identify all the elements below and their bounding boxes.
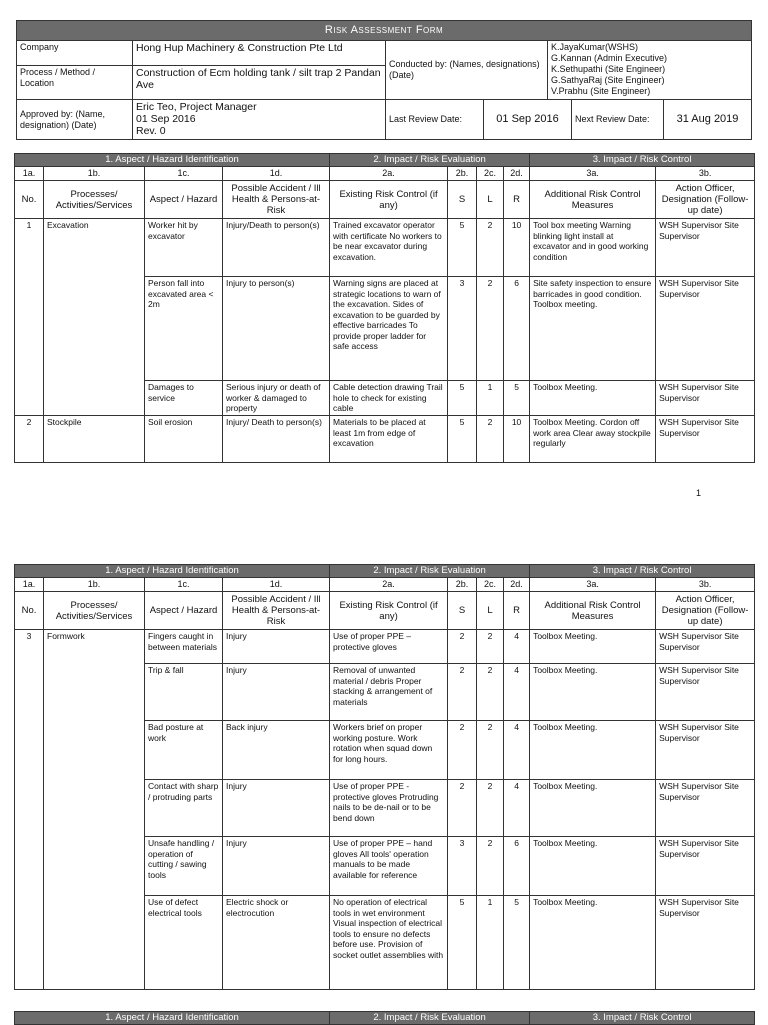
accident-cell: Injury to person(s) <box>223 277 330 381</box>
severity-cell: 5 <box>448 896 477 990</box>
column-code: 2b. <box>448 578 477 592</box>
table-row <box>15 416 755 463</box>
last-review-label: Last Review Date: <box>386 100 484 140</box>
risk-table-page-3-header <box>14 1011 755 1025</box>
group-header-control: 3. Impact / Risk Control <box>530 1012 755 1025</box>
column-header: Action Officer, Designation (Follow-up date) <box>656 592 755 630</box>
next-review-label: Next Review Date: <box>572 100 664 140</box>
accident-cell: Injury <box>223 664 330 721</box>
risk-cell: 6 <box>504 277 530 381</box>
column-code: 1c. <box>145 578 223 592</box>
additional-control-cell: Toolbox Meeting. <box>530 837 656 896</box>
risk-cell: 4 <box>504 664 530 721</box>
row-number: 1 <box>15 219 44 416</box>
column-code: 3a. <box>530 578 656 592</box>
column-header: Additional Risk Control Measures <box>530 181 656 219</box>
column-header: No. <box>15 592 44 630</box>
column-header: No. <box>15 181 44 219</box>
column-code: 1a. <box>15 167 44 181</box>
column-code: 1b. <box>44 578 145 592</box>
additional-control-cell: Toolbox Meeting. Cordon off work area Clear away stockpile regularly <box>530 416 656 463</box>
column-header: Existing Risk Control (if any) <box>330 592 448 630</box>
action-officer-cell: WSH Supervisor Site Supervisor <box>656 721 755 780</box>
row-number: 3 <box>15 630 44 990</box>
action-officer-cell: WSH Supervisor Site Supervisor <box>656 416 755 463</box>
approved-by-label: Approved by: (Name, designation) (Date) <box>17 100 133 140</box>
likelihood-cell: 2 <box>477 664 504 721</box>
column-header: L <box>477 181 504 219</box>
conducted-by-name: K.Sethupathi (Site Engineer) <box>551 64 666 74</box>
column-code: 2a. <box>330 578 448 592</box>
severity-cell: 5 <box>448 381 477 416</box>
column-header: L <box>477 592 504 630</box>
conducted-by-name: G.SathyaRaj (Site Engineer) <box>551 75 665 85</box>
accident-cell: Back injury <box>223 721 330 780</box>
likelihood-cell: 2 <box>477 630 504 664</box>
severity-cell: 2 <box>448 630 477 664</box>
severity-cell: 3 <box>448 837 477 896</box>
action-officer-cell: WSH Supervisor Site Supervisor <box>656 219 755 277</box>
column-code: 1c. <box>145 167 223 181</box>
risk-cell: 5 <box>504 381 530 416</box>
risk-table-page-1 <box>14 153 755 463</box>
column-code: 1b. <box>44 167 145 181</box>
group-header-evaluation: 2. Impact / Risk Evaluation <box>330 565 530 578</box>
group-header-hazard: 1. Aspect / Hazard Identification <box>15 565 330 578</box>
existing-control-cell: Use of proper PPE – protective gloves <box>330 630 448 664</box>
likelihood-cell: 2 <box>477 277 504 381</box>
column-code: 3b. <box>656 167 755 181</box>
group-header-control: 3. Impact / Risk Control <box>530 565 755 578</box>
risk-cell: 6 <box>504 837 530 896</box>
likelihood-cell: 2 <box>477 416 504 463</box>
column-header: Additional Risk Control Measures <box>530 592 656 630</box>
existing-control-cell: Removal of unwanted material / debris Proper stacking & arrangement of materials <box>330 664 448 721</box>
additional-control-cell: Toolbox Meeting. <box>530 630 656 664</box>
process-cell: Formwork <box>44 630 145 990</box>
column-code: 2c. <box>477 578 504 592</box>
form-title: Risk Assessment Form <box>17 21 752 41</box>
existing-control-cell: Trained excavator operator with certificate No workers to be near excavator during excavation. <box>330 219 448 277</box>
company-value: Hong Hup Machinery & Construction Pte Ltd <box>133 41 386 66</box>
group-header-hazard: 1. Aspect / Hazard Identification <box>15 1012 330 1025</box>
severity-cell: 5 <box>448 416 477 463</box>
hazard-cell: Person fall into excavated area < 2m <box>145 277 223 381</box>
accident-cell: Injury <box>223 837 330 896</box>
column-code: 3a. <box>530 167 656 181</box>
likelihood-cell: 2 <box>477 721 504 780</box>
column-header: Aspect / Hazard <box>145 592 223 630</box>
column-header: Action Officer, Designation (Follow-up date) <box>656 181 755 219</box>
approved-by-value <box>133 100 386 140</box>
group-header-evaluation: 2. Impact / Risk Evaluation <box>330 1012 530 1025</box>
likelihood-cell: 1 <box>477 381 504 416</box>
additional-control-cell: Toolbox Meeting. <box>530 780 656 837</box>
severity-cell: 2 <box>448 721 477 780</box>
accident-cell: Injury <box>223 780 330 837</box>
severity-cell: 5 <box>448 219 477 277</box>
row-number: 2 <box>15 416 44 463</box>
likelihood-cell: 2 <box>477 219 504 277</box>
column-code: 2d. <box>504 167 530 181</box>
page-number: 1 <box>696 488 702 498</box>
risk-table-page-2 <box>14 564 755 990</box>
column-code: 3b. <box>656 578 755 592</box>
likelihood-cell: 2 <box>477 837 504 896</box>
process-cell: Stockpile <box>44 416 145 463</box>
risk-cell: 4 <box>504 721 530 780</box>
approved-by-line: Eric Teo, Project Manager <box>136 101 257 113</box>
column-header: Possible Accident / Ill Health & Persons-at-Risk <box>223 592 330 630</box>
column-header: S <box>448 592 477 630</box>
additional-control-cell: Tool box meeting Warning blinking light install at excavator and in good working condition <box>530 219 656 277</box>
severity-cell: 2 <box>448 780 477 837</box>
process-label: Process / Method / Location <box>17 66 133 100</box>
column-header: Possible Accident / Ill Health & Persons-at-Risk <box>223 181 330 219</box>
conducted-by-name: V.Prabhu (Site Engineer) <box>551 86 651 96</box>
conducted-by-name: K.JayaKumar(WSHS) <box>551 42 639 52</box>
action-officer-cell: WSH Supervisor Site Supervisor <box>656 780 755 837</box>
column-code: 2a. <box>330 167 448 181</box>
hazard-cell: Bad posture at work <box>145 721 223 780</box>
existing-control-cell: Warning signs are placed at strategic locations to warn of the excavation. Sides of excavation to be guarded by effective barricades To provide proper ladder for safe access <box>330 277 448 381</box>
additional-control-cell: Toolbox Meeting. <box>530 664 656 721</box>
hazard-cell: Damages to service <box>145 381 223 416</box>
additional-control-cell: Site safety inspection to ensure barricades in good condition. Toolbox meeting. <box>530 277 656 381</box>
approved-by-line: 01 Sep 2016 <box>136 113 196 125</box>
group-header-hazard: 1. Aspect / Hazard Identification <box>15 154 330 167</box>
additional-control-cell: Toolbox Meeting. <box>530 381 656 416</box>
hazard-cell: Worker hit by excavator <box>145 219 223 277</box>
column-code: 2b. <box>448 167 477 181</box>
hazard-cell: Fingers caught in between materials <box>145 630 223 664</box>
column-code: 1d. <box>223 167 330 181</box>
existing-control-cell: Use of proper PPE - protective gloves Protruding nails to be de-nail or to be bend down <box>330 780 448 837</box>
column-header: S <box>448 181 477 219</box>
likelihood-cell: 1 <box>477 896 504 990</box>
column-header: Processes/ Activities/Services <box>44 592 145 630</box>
column-header: Existing Risk Control (if any) <box>330 181 448 219</box>
risk-assessment-header <box>16 20 752 140</box>
severity-cell: 2 <box>448 664 477 721</box>
likelihood-cell: 2 <box>477 780 504 837</box>
approved-by-line: Rev. 0 <box>136 125 166 137</box>
existing-control-cell: Materials to be placed at least 1m from edge of excavation <box>330 416 448 463</box>
additional-control-cell: Toolbox Meeting. <box>530 721 656 780</box>
column-code: 2c. <box>477 167 504 181</box>
column-header: R <box>504 181 530 219</box>
table-row <box>15 630 755 664</box>
action-officer-cell: WSH Supervisor Site Supervisor <box>656 664 755 721</box>
group-header-evaluation: 2. Impact / Risk Evaluation <box>330 154 530 167</box>
accident-cell: Injury <box>223 630 330 664</box>
conducted-by-label: Conducted by: (Names, designations) (Date) <box>386 41 548 100</box>
column-code: 2d. <box>504 578 530 592</box>
action-officer-cell: WSH Supervisor Site Supervisor <box>656 381 755 416</box>
existing-control-cell: Use of proper PPE – hand gloves All tools' operation manuals to be made available for reference <box>330 837 448 896</box>
risk-cell: 5 <box>504 896 530 990</box>
next-review-value: 31 Aug 2019 <box>664 100 752 140</box>
accident-cell: Electric shock or electrocution <box>223 896 330 990</box>
process-cell: Excavation <box>44 219 145 416</box>
action-officer-cell: WSH Supervisor Site Supervisor <box>656 896 755 990</box>
accident-cell: Serious injury or death of worker & damaged to property <box>223 381 330 416</box>
company-label: Company <box>17 41 133 66</box>
existing-control-cell: No operation of electrical tools in wet environment Visual inspection of electrical tools to ensure no defects before use. Provision of socket outlet assemblies with <box>330 896 448 990</box>
group-header-control: 3. Impact / Risk Control <box>530 154 755 167</box>
last-review-value: 01 Sep 2016 <box>484 100 572 140</box>
accident-cell: Injury/ Death to person(s) <box>223 416 330 463</box>
hazard-cell: Unsafe handling / operation of cutting / sawing tools <box>145 837 223 896</box>
hazard-cell: Soil erosion <box>145 416 223 463</box>
risk-cell: 10 <box>504 219 530 277</box>
hazard-cell: Trip & fall <box>145 664 223 721</box>
existing-control-cell: Workers brief on proper working posture. Work rotation when squad down for long hours. <box>330 721 448 780</box>
accident-cell: Injury/Death to person(s) <box>223 219 330 277</box>
risk-cell: 10 <box>504 416 530 463</box>
table-row <box>15 219 755 277</box>
action-officer-cell: WSH Supervisor Site Supervisor <box>656 630 755 664</box>
conducted-by-name: G.Kannan (Admin Executive) <box>551 53 668 63</box>
risk-cell: 4 <box>504 630 530 664</box>
action-officer-cell: WSH Supervisor Site Supervisor <box>656 277 755 381</box>
action-officer-cell: WSH Supervisor Site Supervisor <box>656 837 755 896</box>
hazard-cell: Use of defect electrical tools <box>145 896 223 990</box>
process-value: Construction of Ecm holding tank / silt trap 2 Pandan Ave <box>133 66 386 100</box>
additional-control-cell: Toolbox Meeting. <box>530 896 656 990</box>
severity-cell: 3 <box>448 277 477 381</box>
conducted-by-value <box>548 41 752 100</box>
risk-cell: 4 <box>504 780 530 837</box>
hazard-cell: Contact with sharp / protruding parts <box>145 780 223 837</box>
column-header: Aspect / Hazard <box>145 181 223 219</box>
existing-control-cell: Cable detection drawing Trail hole to check for existing cable <box>330 381 448 416</box>
column-header: R <box>504 592 530 630</box>
column-code: 1d. <box>223 578 330 592</box>
column-header: Processes/ Activities/Services <box>44 181 145 219</box>
column-code: 1a. <box>15 578 44 592</box>
